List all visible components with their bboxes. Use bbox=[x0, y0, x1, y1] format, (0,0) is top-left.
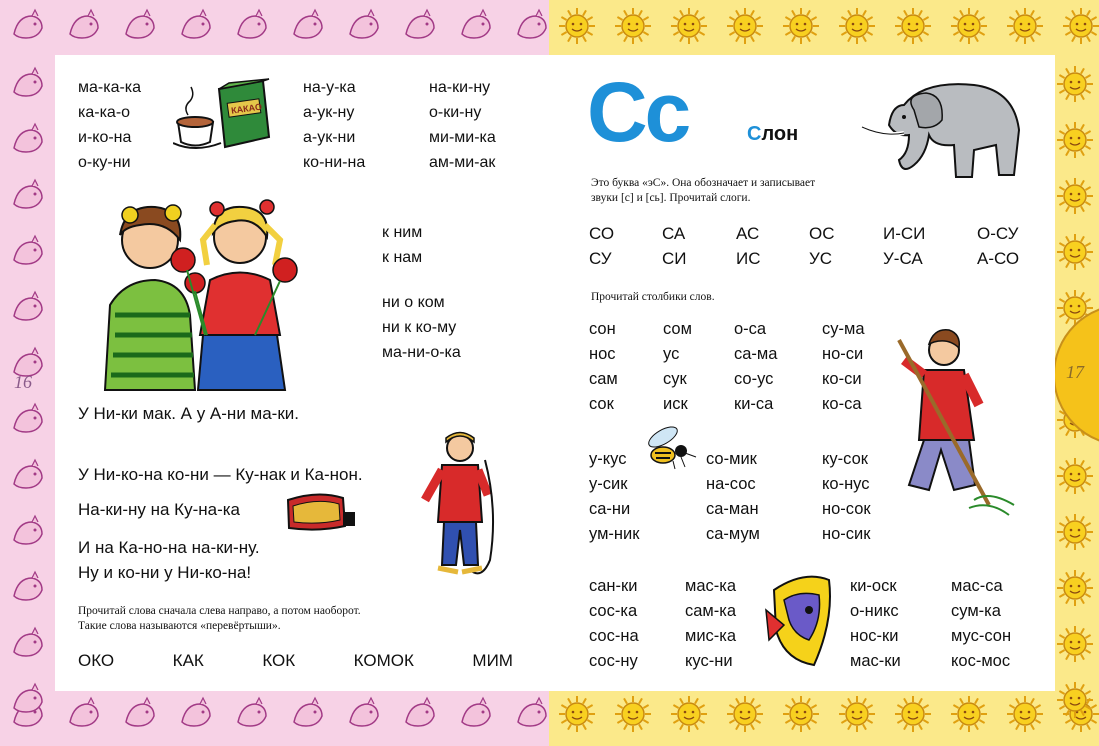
word: мас-ки bbox=[850, 652, 901, 670]
boy-with-rope-illustration bbox=[420, 430, 500, 585]
syllable: ми-ми-ка bbox=[429, 129, 496, 146]
syllable: на-у-ка bbox=[303, 79, 356, 96]
intro-line: звуки [с] и [сь]. Прочитай слоги. bbox=[591, 192, 751, 204]
keyword-rest: лон bbox=[761, 123, 799, 145]
palindrome: ОКО bbox=[78, 651, 115, 670]
word: но-сик bbox=[822, 525, 871, 543]
animal-border-icon bbox=[400, 694, 440, 734]
animal-border-icon bbox=[8, 232, 48, 272]
word: сук bbox=[663, 370, 687, 388]
sun-border-icon bbox=[1055, 176, 1095, 216]
word: ки-оск bbox=[850, 577, 897, 595]
syllable: о-ку-ни bbox=[78, 154, 131, 171]
word: у-сик bbox=[589, 475, 628, 493]
word: са-ман bbox=[706, 500, 759, 518]
syllable: и-ко-на bbox=[78, 129, 132, 146]
sun-border-icon bbox=[1055, 624, 1095, 664]
sun-border-icon bbox=[1055, 120, 1095, 160]
animal-border-icon bbox=[8, 6, 48, 46]
palindrome: МИМ bbox=[472, 651, 513, 670]
animal-border-icon bbox=[456, 6, 496, 46]
syllable: А-СО bbox=[977, 249, 1020, 268]
animal-border-icon bbox=[512, 694, 552, 734]
left-page-content bbox=[55, 55, 549, 691]
syllable: ка-ка-о bbox=[78, 104, 131, 121]
sun-border-icon bbox=[725, 694, 765, 734]
animal-border-icon bbox=[512, 6, 552, 46]
word: но-си bbox=[822, 345, 864, 363]
poem-line: На-ки-ну на Ку-на-ка bbox=[78, 500, 240, 519]
word: мас-са bbox=[951, 577, 1003, 595]
word: у-кус bbox=[589, 450, 627, 468]
word: сом bbox=[663, 320, 692, 338]
syllable: ма-ка-ка bbox=[78, 79, 142, 96]
poem-line: У Ни-ко-на ко-ни — Ку-нак и Ка-нон. bbox=[78, 465, 363, 484]
word: сок bbox=[589, 395, 614, 413]
page-number-right: 17 bbox=[1066, 362, 1084, 382]
word: ки-са bbox=[734, 395, 774, 413]
big-letter: Сс bbox=[587, 65, 690, 159]
sun-border-icon bbox=[949, 694, 989, 734]
syllable-column bbox=[429, 75, 496, 175]
sun-border-icon bbox=[557, 694, 597, 734]
page-number-left: 16 bbox=[14, 372, 32, 392]
palindrome: КОК bbox=[262, 651, 296, 670]
sun-border-icon bbox=[1055, 512, 1095, 552]
word: со-ус bbox=[734, 370, 774, 388]
sun-border-icon bbox=[781, 6, 821, 46]
animal-border-icon bbox=[120, 694, 160, 734]
word: са-ни bbox=[589, 500, 631, 518]
word: са-ма bbox=[734, 345, 778, 363]
sun-border-icon bbox=[557, 6, 597, 46]
right-page-content bbox=[549, 55, 1055, 691]
animal-border-icon bbox=[232, 6, 272, 46]
animal-border-icon bbox=[176, 6, 216, 46]
word: кус-ни bbox=[685, 652, 733, 670]
animal-border-icon bbox=[8, 176, 48, 216]
palindrome: КАК bbox=[172, 651, 204, 670]
syllable: ОС bbox=[809, 224, 835, 243]
boy-sweeping-illustration bbox=[879, 320, 1019, 520]
sentence: У Ни-ки мак. А у А-ни ма-ки. bbox=[78, 404, 299, 423]
word: о-са bbox=[734, 320, 767, 338]
girls-with-flowers-illustration bbox=[95, 195, 305, 395]
word: сос-на bbox=[589, 627, 639, 645]
syllable-column bbox=[303, 75, 365, 175]
syllable: ам-ми-ак bbox=[429, 154, 496, 171]
word: мус-сон bbox=[951, 627, 1012, 645]
sun-border-icon bbox=[781, 694, 821, 734]
word: ку-сок bbox=[822, 450, 868, 468]
sun-border-icon bbox=[1061, 6, 1099, 46]
syllable: АС bbox=[736, 224, 760, 243]
animal-border-icon bbox=[8, 288, 48, 328]
syllable: ИС bbox=[736, 249, 761, 268]
word: мас-ка bbox=[685, 577, 737, 595]
word: кос-мос bbox=[951, 652, 1011, 670]
syllable: о-ки-ну bbox=[429, 104, 482, 121]
syllable: а-ук-ни bbox=[303, 129, 356, 146]
animal-border-icon bbox=[64, 694, 104, 734]
animal-border-icon bbox=[288, 6, 328, 46]
sun-border-icon bbox=[837, 694, 877, 734]
animal-border-icon bbox=[8, 680, 48, 720]
sun-border-icon bbox=[893, 6, 933, 46]
animal-border-icon bbox=[288, 694, 328, 734]
word: сан-ки bbox=[589, 577, 638, 595]
poem-line: И на Ка-но-на на-ки-ну. bbox=[78, 538, 260, 557]
animal-border-icon bbox=[456, 694, 496, 734]
animal-border-icon bbox=[120, 6, 160, 46]
animal-border-icon bbox=[8, 64, 48, 104]
sun-border-icon bbox=[613, 694, 653, 734]
poem-line: Ну и ко-ни у Ни-ко-на! bbox=[78, 563, 252, 582]
word: сам bbox=[589, 370, 618, 388]
syllable: СИ bbox=[662, 249, 687, 268]
syllable: У-СА bbox=[883, 249, 923, 268]
animal-border-icon bbox=[344, 694, 384, 734]
saddle-blanket-illustration bbox=[283, 488, 358, 533]
sun-border-icon bbox=[669, 6, 709, 46]
animal-border-icon bbox=[8, 624, 48, 664]
word: мис-ка bbox=[685, 627, 737, 645]
intro-line: Это буква «эС». Она обозначает и записывает bbox=[591, 177, 816, 189]
mask-illustration bbox=[764, 570, 839, 670]
word: сос-ну bbox=[589, 652, 638, 670]
palindromes-row bbox=[78, 651, 513, 671]
sun-border-icon bbox=[837, 6, 877, 46]
keyword-first-letter: С bbox=[747, 123, 762, 145]
word: на-сос bbox=[706, 475, 756, 493]
word: ко-си bbox=[822, 370, 862, 388]
instruction-line: Прочитай слова сначала слева направо, а потом наоборот. bbox=[78, 605, 361, 617]
sun-border-icon bbox=[1055, 680, 1095, 720]
phrases-group-b bbox=[382, 290, 461, 365]
phrases-group-a bbox=[382, 220, 422, 270]
sun-border-icon bbox=[1005, 694, 1045, 734]
syllable: СУ bbox=[589, 249, 612, 268]
word: со-мик bbox=[706, 450, 757, 468]
tea-cocoa-illustration bbox=[173, 77, 273, 157]
word: сон bbox=[589, 320, 616, 338]
sun-border-icon bbox=[1055, 568, 1095, 608]
animal-border-icon bbox=[400, 6, 440, 46]
phrase: ни к ко-му bbox=[382, 319, 457, 336]
animal-border-icon bbox=[8, 456, 48, 496]
animal-border-icon bbox=[176, 694, 216, 734]
phrase: ма-ни-о-ка bbox=[382, 344, 461, 361]
word: сос-ка bbox=[589, 602, 638, 620]
syllable: ко-ни-на bbox=[303, 154, 366, 171]
phrase: ни о ком bbox=[382, 294, 445, 311]
syllable: а-ук-ну bbox=[303, 104, 355, 121]
animal-border-icon bbox=[344, 6, 384, 46]
word: су-ма bbox=[822, 320, 865, 338]
animal-border-icon bbox=[8, 568, 48, 608]
phrase: к ним bbox=[382, 224, 423, 241]
syllable-column bbox=[78, 75, 141, 175]
word: но-сок bbox=[822, 500, 871, 518]
word: ко-са bbox=[822, 395, 862, 413]
animal-border-icon bbox=[8, 512, 48, 552]
elephant-illustration bbox=[854, 75, 1024, 185]
wasp-illustration bbox=[641, 423, 701, 473]
word: ко-нус bbox=[822, 475, 870, 493]
sun-border-icon bbox=[949, 6, 989, 46]
keyword bbox=[747, 123, 798, 146]
instruction-line: Такие слова называются «перевёртыши». bbox=[78, 620, 281, 632]
phrase: к нам bbox=[382, 249, 423, 266]
animal-border-icon bbox=[64, 6, 104, 46]
syllable: СО bbox=[589, 224, 615, 243]
cocoa-box-label: КАКАО bbox=[230, 101, 263, 116]
syllable: СА bbox=[662, 224, 686, 243]
right-page bbox=[549, 0, 1099, 746]
palindrome: КОМОК bbox=[353, 651, 414, 670]
sun-border-icon bbox=[1055, 232, 1095, 272]
word: ум-ник bbox=[589, 525, 640, 543]
animal-border-icon bbox=[8, 120, 48, 160]
syllable: УС bbox=[809, 249, 833, 268]
sun-border-icon bbox=[1005, 6, 1045, 46]
word: са-мум bbox=[706, 525, 760, 543]
syllable: на-ки-ну bbox=[429, 79, 491, 96]
sun-border-icon bbox=[1055, 64, 1095, 104]
animal-border-icon bbox=[8, 400, 48, 440]
left-page bbox=[0, 0, 549, 746]
word: нос-ки bbox=[850, 627, 899, 645]
animal-border-icon bbox=[232, 694, 272, 734]
sun-border-icon bbox=[613, 6, 653, 46]
syllable: И-СИ bbox=[883, 224, 926, 243]
word: нос bbox=[589, 345, 616, 363]
sun-border-icon bbox=[893, 694, 933, 734]
word: сум-ка bbox=[951, 602, 1001, 620]
word: о-никс bbox=[850, 602, 899, 620]
sun-border-icon bbox=[669, 694, 709, 734]
sun-border-icon bbox=[725, 6, 765, 46]
word: сам-ка bbox=[685, 602, 737, 620]
syllable: О-СУ bbox=[977, 224, 1019, 243]
word: ус bbox=[663, 345, 680, 363]
word: иск bbox=[663, 395, 688, 413]
columns-instruction: Прочитай столбики слов. bbox=[591, 291, 715, 303]
